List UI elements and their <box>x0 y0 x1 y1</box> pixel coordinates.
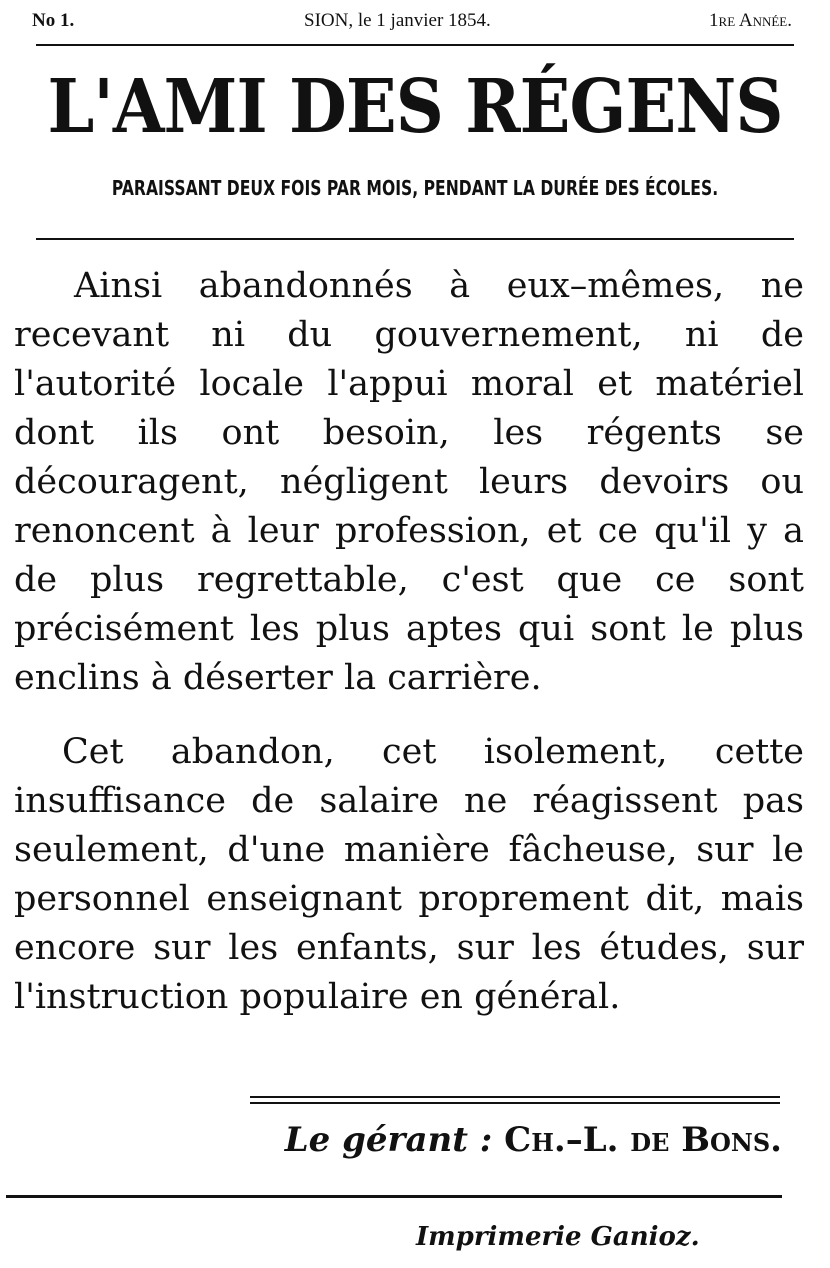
masthead-rule <box>36 238 794 240</box>
signature-name: Ch.–L. de Bons. <box>504 1120 782 1160</box>
article-body <box>14 262 804 1047</box>
issue-header <box>14 4 800 36</box>
printer-imprint: Imprimerie Ganioz. <box>416 1222 700 1252</box>
place-date: SION, le 1 janvier 1854. <box>304 10 491 31</box>
signature-rule-bottom <box>250 1102 780 1104</box>
signature-rule-top <box>250 1096 780 1098</box>
article-paragraph: Cet abandon, cet isolement, cette insuffisance de salaire ne réagissent pas seulement, d'une manière fâcheuse, sur le personnel enseignant proprement dit, mais encore sur les enfants, sur les études, sur l'instruction populaire en général. <box>14 732 804 1017</box>
issue-number: No 1. <box>32 10 75 31</box>
footer-rule <box>6 1195 782 1198</box>
masthead-title: L'AMI DES RÉGENS <box>47 64 783 150</box>
article-paragraph: Ainsi abandonnés à eux–mêmes, ne recevant ni du gouvernement, ni de l'autorité locale l'appui moral et matériel dont ils ont besoin, les régents se découragent, négligent leurs devoirs ou renoncent à leur profession, et ce qu'il y a de plus regrettable, c'est que ce sont précisément les plus aptes qui sont le plus enclins à déserter la carrière. <box>14 266 804 698</box>
publication-year: 1re Année. <box>709 10 792 31</box>
signature <box>285 1120 782 1160</box>
masthead-subtitle: PARAISSANT DEUX FOIS PAR MOIS, PENDANT LA DURÉE DES ÉCOLES. <box>111 176 719 200</box>
header-rule <box>36 44 794 46</box>
signature-label: Le gérant : <box>284 1120 493 1160</box>
